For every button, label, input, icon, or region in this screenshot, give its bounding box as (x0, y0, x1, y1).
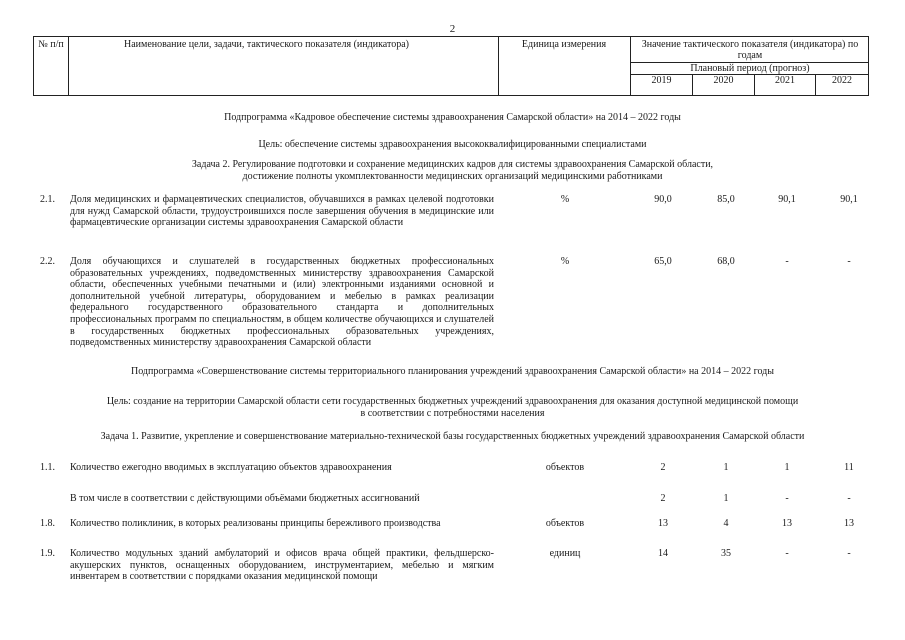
header-number: № п/п (38, 39, 64, 50)
row-value-2021: - (785, 548, 789, 559)
row-value-2022: 13 (844, 518, 854, 529)
row-value-2022: 11 (844, 462, 854, 473)
row-value-2020: 1 (723, 493, 729, 504)
row-number: 2.2. (40, 256, 55, 267)
row-value-2022: - (847, 548, 851, 559)
row-value-2021: - (785, 256, 789, 267)
row-number: 1.9. (40, 548, 55, 559)
row-unit: % (560, 256, 570, 267)
row-indicator-name: В том числе в соответствии с действующими объёмами бюджетных ассигнований (70, 493, 420, 504)
row-unit: объектов (545, 518, 585, 529)
row-number: 1.1. (40, 462, 55, 473)
row-value-2020: 68,0 (717, 256, 735, 267)
row-value-2020: 35 (721, 548, 731, 559)
row-value-2021: 1 (784, 462, 790, 473)
row-number: 2.1. (40, 194, 55, 205)
row-value-2021: - (785, 493, 789, 504)
row-indicator-name: Доля обучающихся и слушателей в государственных бюджетных профессиональных образовательных учреждениях, подведомственных министерству здравоохранения Самарской области, обеспеченных учебными печатными и (или) электронными изданиями основной и дополнительной учебной литературы, оборудованием и мебелью в рамках реализации федерального государственного образовательного стандарта и дополнительных профессиональных программ по специальностям, в общем количестве обучающихся и слушателей в государственных бюджетных профессиональных образовательных учреждениях, подведомственных министерству здравоохранения Самарской области (70, 256, 494, 349)
row-indicator-name: Доля медицинских и фармацевтических специалистов, обучавшихся в рамках целевой подготовки для нужд Самарской области, трудоустроившихся после завершения обучения в медицинские или фармацевтические организации системы здравоохранения Самарской области (70, 194, 494, 229)
row-value-2020: 4 (723, 518, 729, 529)
row-value-2020: 85,0 (717, 194, 735, 205)
goal-text-line1: Цель: создание на территории Самарской области сети государственных бюджетных учреждений здравоохранения для оказания доступной медицинской помощи (106, 396, 799, 407)
row-indicator-name: Количество ежегодно вводимых в эксплуатацию объектов здравоохранения (70, 462, 392, 473)
row-value-2020: 1 (723, 462, 729, 473)
row-indicator-name: Количество модульных зданий амбулаторий и офисов врача общей практики, фельдшерско-акушерских пунктов, оснащенных оборудованием, инструментарием, мебелью и мягким инвентарем в соответствии с порядками оказания медицинской помощи (70, 548, 494, 583)
goal-text: Цель: обеспечение системы здравоохранения высококвалифицированными специалистами (258, 139, 647, 150)
header-year-2021: 2021 (775, 75, 795, 86)
row-value-2019: 65,0 (654, 256, 672, 267)
row-value-2019: 2 (660, 493, 666, 504)
header-year-2020: 2020 (713, 75, 734, 86)
header-year-2019: 2019 (651, 75, 672, 86)
table-header (33, 36, 869, 96)
row-value-2019: 14 (658, 548, 668, 559)
page-number: 2 (449, 23, 456, 35)
row-indicator-name: Количество поликлиник, в которых реализованы принципы бережливого производства (70, 518, 441, 529)
header-value: Значение тактического показателя (индикатора) по годам (641, 39, 859, 61)
goal-text-line2: в соответствии с потребностями населения (360, 408, 545, 419)
row-value-2019: 90,0 (654, 194, 672, 205)
row-number: 1.8. (40, 518, 55, 529)
row-value-2021: 90,1 (778, 194, 796, 205)
row-value-2022: - (847, 256, 851, 267)
subprogram-title: Подпрограмма «Кадровое обеспечение системы здравоохранения Самарской области» на 2014 – 2022 годы (224, 112, 681, 123)
task-text: Задача 1. Развитие, укрепление и совершенствование материально-технической базы государственных бюджетных учреждений здравоохранения Самарской области (100, 431, 805, 442)
row-unit: объектов (545, 462, 585, 473)
row-value-2019: 2 (660, 462, 666, 473)
row-value-2022: 90,1 (840, 194, 858, 205)
row-value-2021: 13 (782, 518, 792, 529)
header-name: Наименование цели, задачи, тактического показателя (индикатора) (124, 39, 409, 50)
header-unit: Единица измерения (521, 39, 607, 50)
header-period: Плановый период (прогноз) (690, 63, 810, 74)
row-value-2022: - (847, 493, 851, 504)
subprogram-title: Подпрограмма «Совершенствование системы территориального планирования учреждений здравоохранения Самарской области» на 2014 – 2022 годы (131, 366, 774, 377)
row-unit: % (560, 194, 570, 205)
task-text-line2: достижение полноты укомплектованности медицинских организаций медицинскими работниками (242, 171, 663, 182)
task-text-line1: Задача 2. Регулирование подготовки и сохранение медицинских кадров для системы здравоохранения Самарской области, (191, 159, 714, 170)
row-value-2019: 13 (658, 518, 668, 529)
row-unit: единиц (549, 548, 581, 559)
header-year-2022: 2022 (832, 75, 852, 86)
